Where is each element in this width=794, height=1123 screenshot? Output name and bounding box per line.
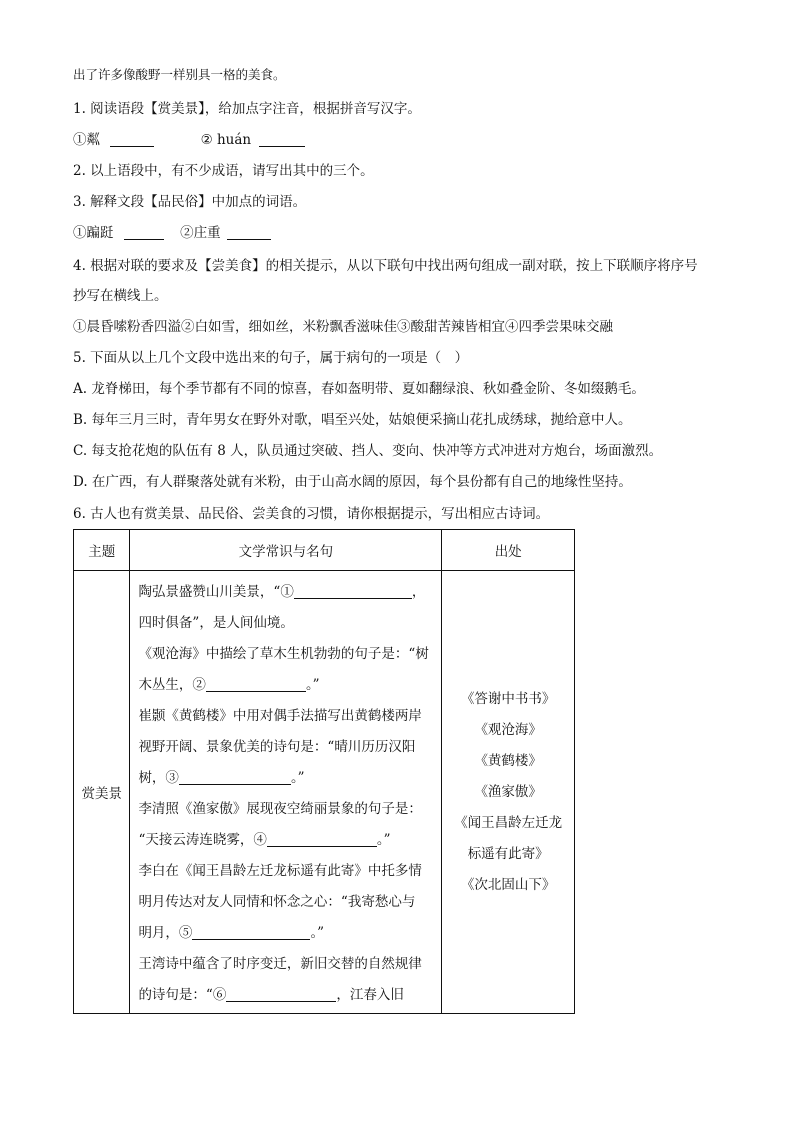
quote-text: 李白在《闻王昌龄左迁龙标遥有此寄》中托多情 (138, 863, 422, 879)
q1-item2: ② huán (200, 132, 252, 148)
intro-text: 出了许多像酸野一样别具一格的美食。 (73, 67, 286, 82)
quote-text-end: 。” (290, 770, 305, 786)
quote-text: 的诗句是：“⑥ (138, 987, 227, 1003)
answer-blank[interactable] (267, 832, 377, 847)
q5-option-b: B. 每年三月三时，青年男女在野外对歌，唱至兴处，姑娘便采摘山花扎成绣球，抛给意中人。 (73, 412, 632, 428)
quote-text: 树，③ (138, 770, 179, 786)
quote-text: 视野开阔、景象优美的诗句是：“晴川历历汉阳 (138, 739, 416, 755)
q4-stem-2: 抄写在横线上。 (73, 288, 168, 304)
q1-blank1[interactable] (110, 132, 154, 147)
q3-item2: ②庄重 (180, 225, 221, 241)
quote-line (138, 856, 433, 887)
quote-lines (130, 571, 441, 1013)
quote-text-end: ， (411, 584, 426, 600)
source-item: 标遥有此寄》 (467, 845, 549, 862)
source-item: 《渔家傲》 (474, 783, 542, 800)
quote-text: 崔颢《黄鹤楼》中用对偶手法描写出黄鹤楼两岸 (138, 708, 422, 724)
q3-items (73, 224, 271, 242)
q6-body-row (74, 571, 575, 1014)
quote-text: 四时俱备”，是人间仙境。 (138, 615, 294, 631)
quote-line (138, 949, 433, 980)
quote-line (138, 825, 433, 856)
answer-blank[interactable] (206, 677, 306, 692)
source-item: 《观沧海》 (474, 721, 542, 738)
q5-option-d: D. 在广西，有人群聚落处就有米粉，由于山高水阔的原因，每个县份都有自己的地缘性坚持。 (73, 474, 632, 490)
quote-line (138, 887, 433, 918)
quote-line (138, 763, 433, 794)
source-item: 《答谢中书书》 (460, 690, 556, 707)
answer-blank[interactable] (226, 987, 336, 1002)
q3-blank1[interactable] (124, 225, 164, 240)
q6-table (73, 529, 575, 1014)
quote-text: “天接云涛连晓雾，④ (138, 832, 267, 848)
answer-blank[interactable] (192, 925, 310, 940)
quote-line (138, 701, 433, 732)
q1-stem: 1. 阅读语段【赏美景】，给加点字注音，根据拼音写汉字。 (73, 101, 421, 117)
quote-text: 陶弘景盛赞山川美景，“① (138, 584, 294, 600)
q6-header-row (74, 530, 575, 571)
theme-cell: 赏美景 (74, 571, 130, 1014)
quote-line (138, 639, 433, 670)
q5-stem: 5. 下面从以上几个文段中选出来的句子，属于病句的一项是（ ） (73, 350, 469, 366)
q1-items (73, 131, 305, 149)
quote-text: 《观沧海》中描绘了草木生机勃勃的句子是：“树 (138, 646, 429, 662)
source-item: 《闻王昌龄左迁龙 (454, 814, 563, 831)
quote-text: 王湾诗中蕴含了时序变迁，新旧交替的自然规律 (138, 956, 422, 972)
quote-line (138, 577, 433, 608)
q1-blank2[interactable] (259, 132, 305, 147)
q4-options: ①晨昏嗦粉香四溢②白如雪，细如丝，米粉飘香滋味佳③酸甜苦辣皆相宜④四季尝果味交融 (73, 319, 613, 335)
quote-line (138, 980, 433, 1011)
quotes-cell (130, 571, 442, 1014)
source-cell (442, 571, 575, 1014)
intro-line (73, 66, 286, 84)
quote-text: 木丛生，② (138, 677, 206, 693)
quote-line (138, 670, 433, 701)
source-item: 《黄鹤楼》 (474, 752, 542, 769)
header-source: 出处 (442, 530, 575, 571)
q2-stem: 2. 以上语段中，有不少成语，请写出其中的三个。 (73, 163, 374, 179)
quote-text: 明月传达对友人同情和怀念之心：“我寄愁心与 (138, 894, 416, 910)
quote-text-end: 。” (310, 925, 325, 941)
quote-text: 明月，⑤ (138, 925, 193, 941)
q1-item1: ①粼 (73, 132, 100, 148)
header-quotes: 文学常识与名句 (130, 530, 442, 571)
q6-stem: 6. 古人也有赏美景、品民俗、尝美食的习惯，请你根据提示，写出相应古诗词。 (73, 506, 550, 522)
quote-text-end: 。” (305, 677, 320, 693)
quote-line (138, 608, 433, 639)
quote-line (138, 794, 433, 825)
q5-option-a: A. 龙脊梯田，每个季节都有不同的惊喜，春如盔明带、夏如翻绿浪、秋如叠金阶、冬如缀鹅毛。 (73, 381, 645, 397)
quote-line (138, 918, 433, 949)
source-item: 《次北固山下》 (460, 876, 556, 893)
source-lines (442, 684, 574, 901)
quote-text-end: 。” (376, 832, 391, 848)
answer-blank[interactable] (179, 770, 291, 785)
answer-blank[interactable] (294, 584, 412, 599)
quote-text: 李清照《渔家傲》展现夜空绮丽景象的句子是： (138, 801, 422, 817)
quote-text-end: ，江春入旧 (336, 987, 404, 1003)
q3-stem: 3. 解释文段【品民俗】中加点的词语。 (73, 194, 307, 210)
q3-item1: ①蹁跹 (73, 225, 114, 241)
q5-option-c: C. 每支抢花炮的队伍有 8 人，队员通过突破、挡人、变向、快冲等方式冲进对方炮台，场面激烈。 (73, 443, 663, 459)
q4-stem-1: 4. 根据对联的要求及【尝美食】的相关提示，从以下联句中找出两句组成一副对联，按上下联顺序将序号 (73, 258, 698, 274)
q3-blank2[interactable] (227, 225, 271, 240)
quote-line (138, 732, 433, 763)
header-theme: 主题 (74, 530, 130, 571)
